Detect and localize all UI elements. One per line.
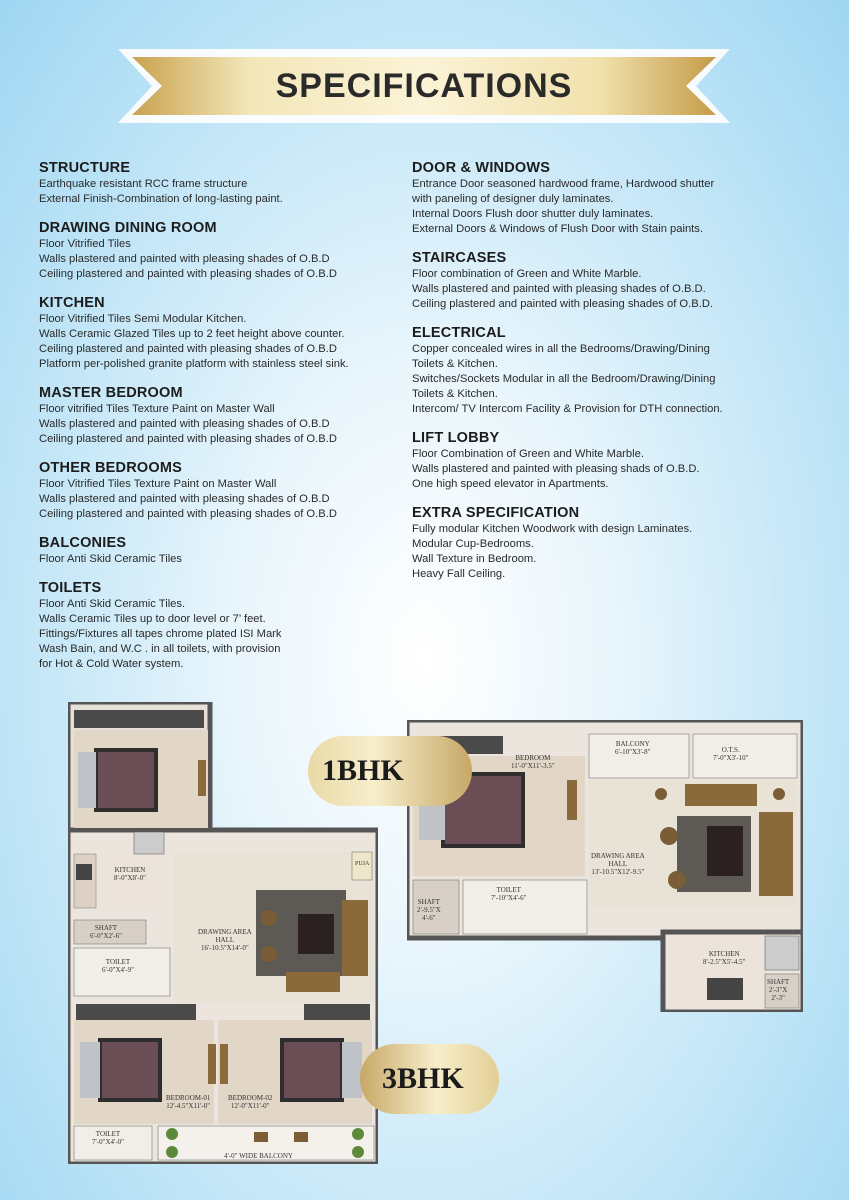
section-heading: KITCHEN <box>39 295 105 311</box>
page-title: SPECIFICATIONS <box>275 67 573 105</box>
section-heading: STAIRCASES <box>412 250 507 266</box>
section-heading: MASTER BEDROOM <box>39 385 183 401</box>
section-heading: EXTRA SPECIFICATION <box>412 505 580 521</box>
spec-line: Walls Ceramic Tiles up to door level or 7’ feet. <box>39 613 266 625</box>
spec-line: for Hot & Cold Water system. <box>39 658 184 670</box>
room-label-kitchen: KITCHEN 8'-2.5"X5'-4.5" <box>703 950 746 966</box>
room-label-balcony: 4'-0" WIDE BALCONY <box>224 1152 293 1160</box>
room-label-kitchen: KITCHEN 8'-0"X8'-0" <box>114 866 146 882</box>
spec-line: Ceiling plastered and painted with pleasing shades of O.B.D <box>39 343 337 355</box>
badge-3bhk: 3BHK <box>360 1044 499 1114</box>
spec-line: Internal Doors Flush door shutter duly laminates. <box>412 208 654 220</box>
spec-section <box>39 535 449 567</box>
badge-1bhk: 1BHK <box>308 736 472 806</box>
spec-line: Ceiling plastered and painted with pleasing shades of O.B.D <box>39 508 337 520</box>
spec-line: Heavy Fall Ceiling. <box>412 568 506 580</box>
room-label-balcony: BALCONY 6'-10"X3'-8" <box>615 740 651 756</box>
room-label-ots: O.T.S. 7'-0"X3'-10" <box>713 746 749 762</box>
spec-line: Walls Ceramic Glazed Tiles up to 2 feet height above counter. <box>39 328 345 340</box>
section-heading: ELECTRICAL <box>412 325 506 341</box>
room-label-bedroom: BEDROOM 11'-0"X11'-3.5" <box>511 754 555 770</box>
spec-line: Floor Combination of Green and White Marble. <box>412 448 644 460</box>
spec-line: Wash Bain, and W.C . in all toilets, with provision <box>39 643 281 655</box>
section-heading: OTHER BEDROOMS <box>39 460 182 476</box>
spec-line: Floor Vitrified Tiles Semi Modular Kitchen. <box>39 313 247 325</box>
spec-line: External Doors & Windows of Flush Door with Stain paints. <box>412 223 703 235</box>
specs-left-column <box>39 160 449 685</box>
spec-line: Floor combination of Green and White Marble. <box>412 268 642 280</box>
section-heading: STRUCTURE <box>39 160 131 176</box>
room-label-shaft: SHAFT 6'-0"X2'-6" <box>90 924 122 940</box>
spec-section <box>39 385 449 447</box>
spec-line: with paneling of designer duly laminates. <box>412 193 614 205</box>
room-label-shaft: SHAFT 2'-9.5"X 4'-6" <box>417 898 441 922</box>
title-banner <box>118 45 730 127</box>
section-heading: LIFT LOBBY <box>412 430 500 446</box>
spec-line: Intercom/ TV Intercom Facility & Provision for DTH connection. <box>412 403 723 415</box>
room-label-drawing: DRAWING AREA HALL 13'-10.5"X12'-9.5" <box>591 852 645 876</box>
spec-line: Switches/Sockets Modular in all the Bedroom/Drawing/Dining <box>412 373 716 385</box>
spec-line: One high speed elevator in Apartments. <box>412 478 609 490</box>
spec-line: Toilets & Kitchen. <box>412 358 498 370</box>
spec-line: Floor Vitrified Tiles <box>39 238 131 250</box>
spec-line: Walls plastered and painted with pleasing shades of O.B.D <box>39 418 330 430</box>
spec-line: Toilets & Kitchen. <box>412 388 498 400</box>
spec-line: Floor Vitrified Tiles Texture Paint on Master Wall <box>39 478 277 490</box>
spec-line: Ceiling plastered and painted with pleasing shades of O.B.D <box>39 268 337 280</box>
spec-section <box>412 430 822 492</box>
spec-line: Fittings/Fixtures all tapes chrome plated ISI Mark <box>39 628 282 640</box>
spec-section <box>412 325 822 417</box>
spec-line: Floor Anti Skid Ceramic Tiles. <box>39 598 186 610</box>
spec-line: Floor vitrified Tiles Texture Paint on Master Wall <box>39 403 275 415</box>
spec-section <box>39 160 449 207</box>
room-label-toilet: TOILET 6'-0"X4'-9" <box>102 958 134 974</box>
room-label-bedroom-01: BEDROOM-01 12'-4.5"X11'-0" <box>166 1094 211 1110</box>
section-heading: DOOR & WINDOWS <box>412 160 551 176</box>
spec-section <box>412 505 822 582</box>
spec-line: Entrance Door seasoned hardwood frame, Hardwood shutter <box>412 178 715 190</box>
spec-line: Earthquake resistant RCC frame structure <box>39 178 248 190</box>
room-label-puja: PUJA <box>355 861 370 867</box>
spec-line: External Finish-Combination of long-lasting paint. <box>39 193 283 205</box>
spec-line: Floor Anti Skid Ceramic Tiles <box>39 553 182 565</box>
spec-line: Walls plastered and painted with pleasing shades of O.B.D <box>39 253 330 265</box>
spec-section <box>39 295 449 372</box>
spec-section <box>39 220 449 282</box>
spec-section <box>412 250 822 312</box>
spec-section <box>39 460 449 522</box>
section-heading: TOILETS <box>39 580 102 596</box>
room-label-toilet: TOILET 7'-10"X4'-6" <box>491 886 527 902</box>
section-heading: BALCONIES <box>39 535 127 551</box>
spec-section <box>39 580 449 672</box>
spec-line: Ceiling plastered and painted with pleasing shades of O.B.D <box>39 433 337 445</box>
spec-line: Walls plastered and painted with pleasing shads of O.B.D. <box>412 463 700 475</box>
room-label-toilet-2: TOILET 7'-0"X4'-0" <box>92 1130 124 1146</box>
spec-line: Walls plastered and painted with pleasing shades of O.B.D <box>39 493 330 505</box>
spec-line: Platform per-polished granite platform with stainless steel sink. <box>39 358 349 370</box>
room-label-bedroom-02: BEDROOM-02 12'-0"X11'-0" <box>228 1094 273 1110</box>
spec-line: Ceiling plastered and painted with pleasing shades of O.B.D. <box>412 298 714 310</box>
spec-line: Walls plastered and painted with pleasing shades of O.B.D. <box>412 283 706 295</box>
spec-section <box>412 160 822 237</box>
room-label-drawing: DRAWING AREA HALL 16'-10.5"X14'-0" <box>198 928 252 952</box>
spec-line: Fully modular Kitchen Woodwork with design Laminates. <box>412 523 693 535</box>
room-label-shaft-2: SHAFT 2'-3"X 2'-3" <box>767 978 790 1002</box>
spec-line: Modular Cup-Bedrooms. <box>412 538 534 550</box>
spec-line: Copper concealed wires in all the Bedrooms/Drawing/Dining <box>412 343 710 355</box>
section-heading: DRAWING DINING ROOM <box>39 220 217 236</box>
specs-right-column <box>412 160 822 595</box>
spec-line: Wall Texture in Bedroom. <box>412 553 537 565</box>
